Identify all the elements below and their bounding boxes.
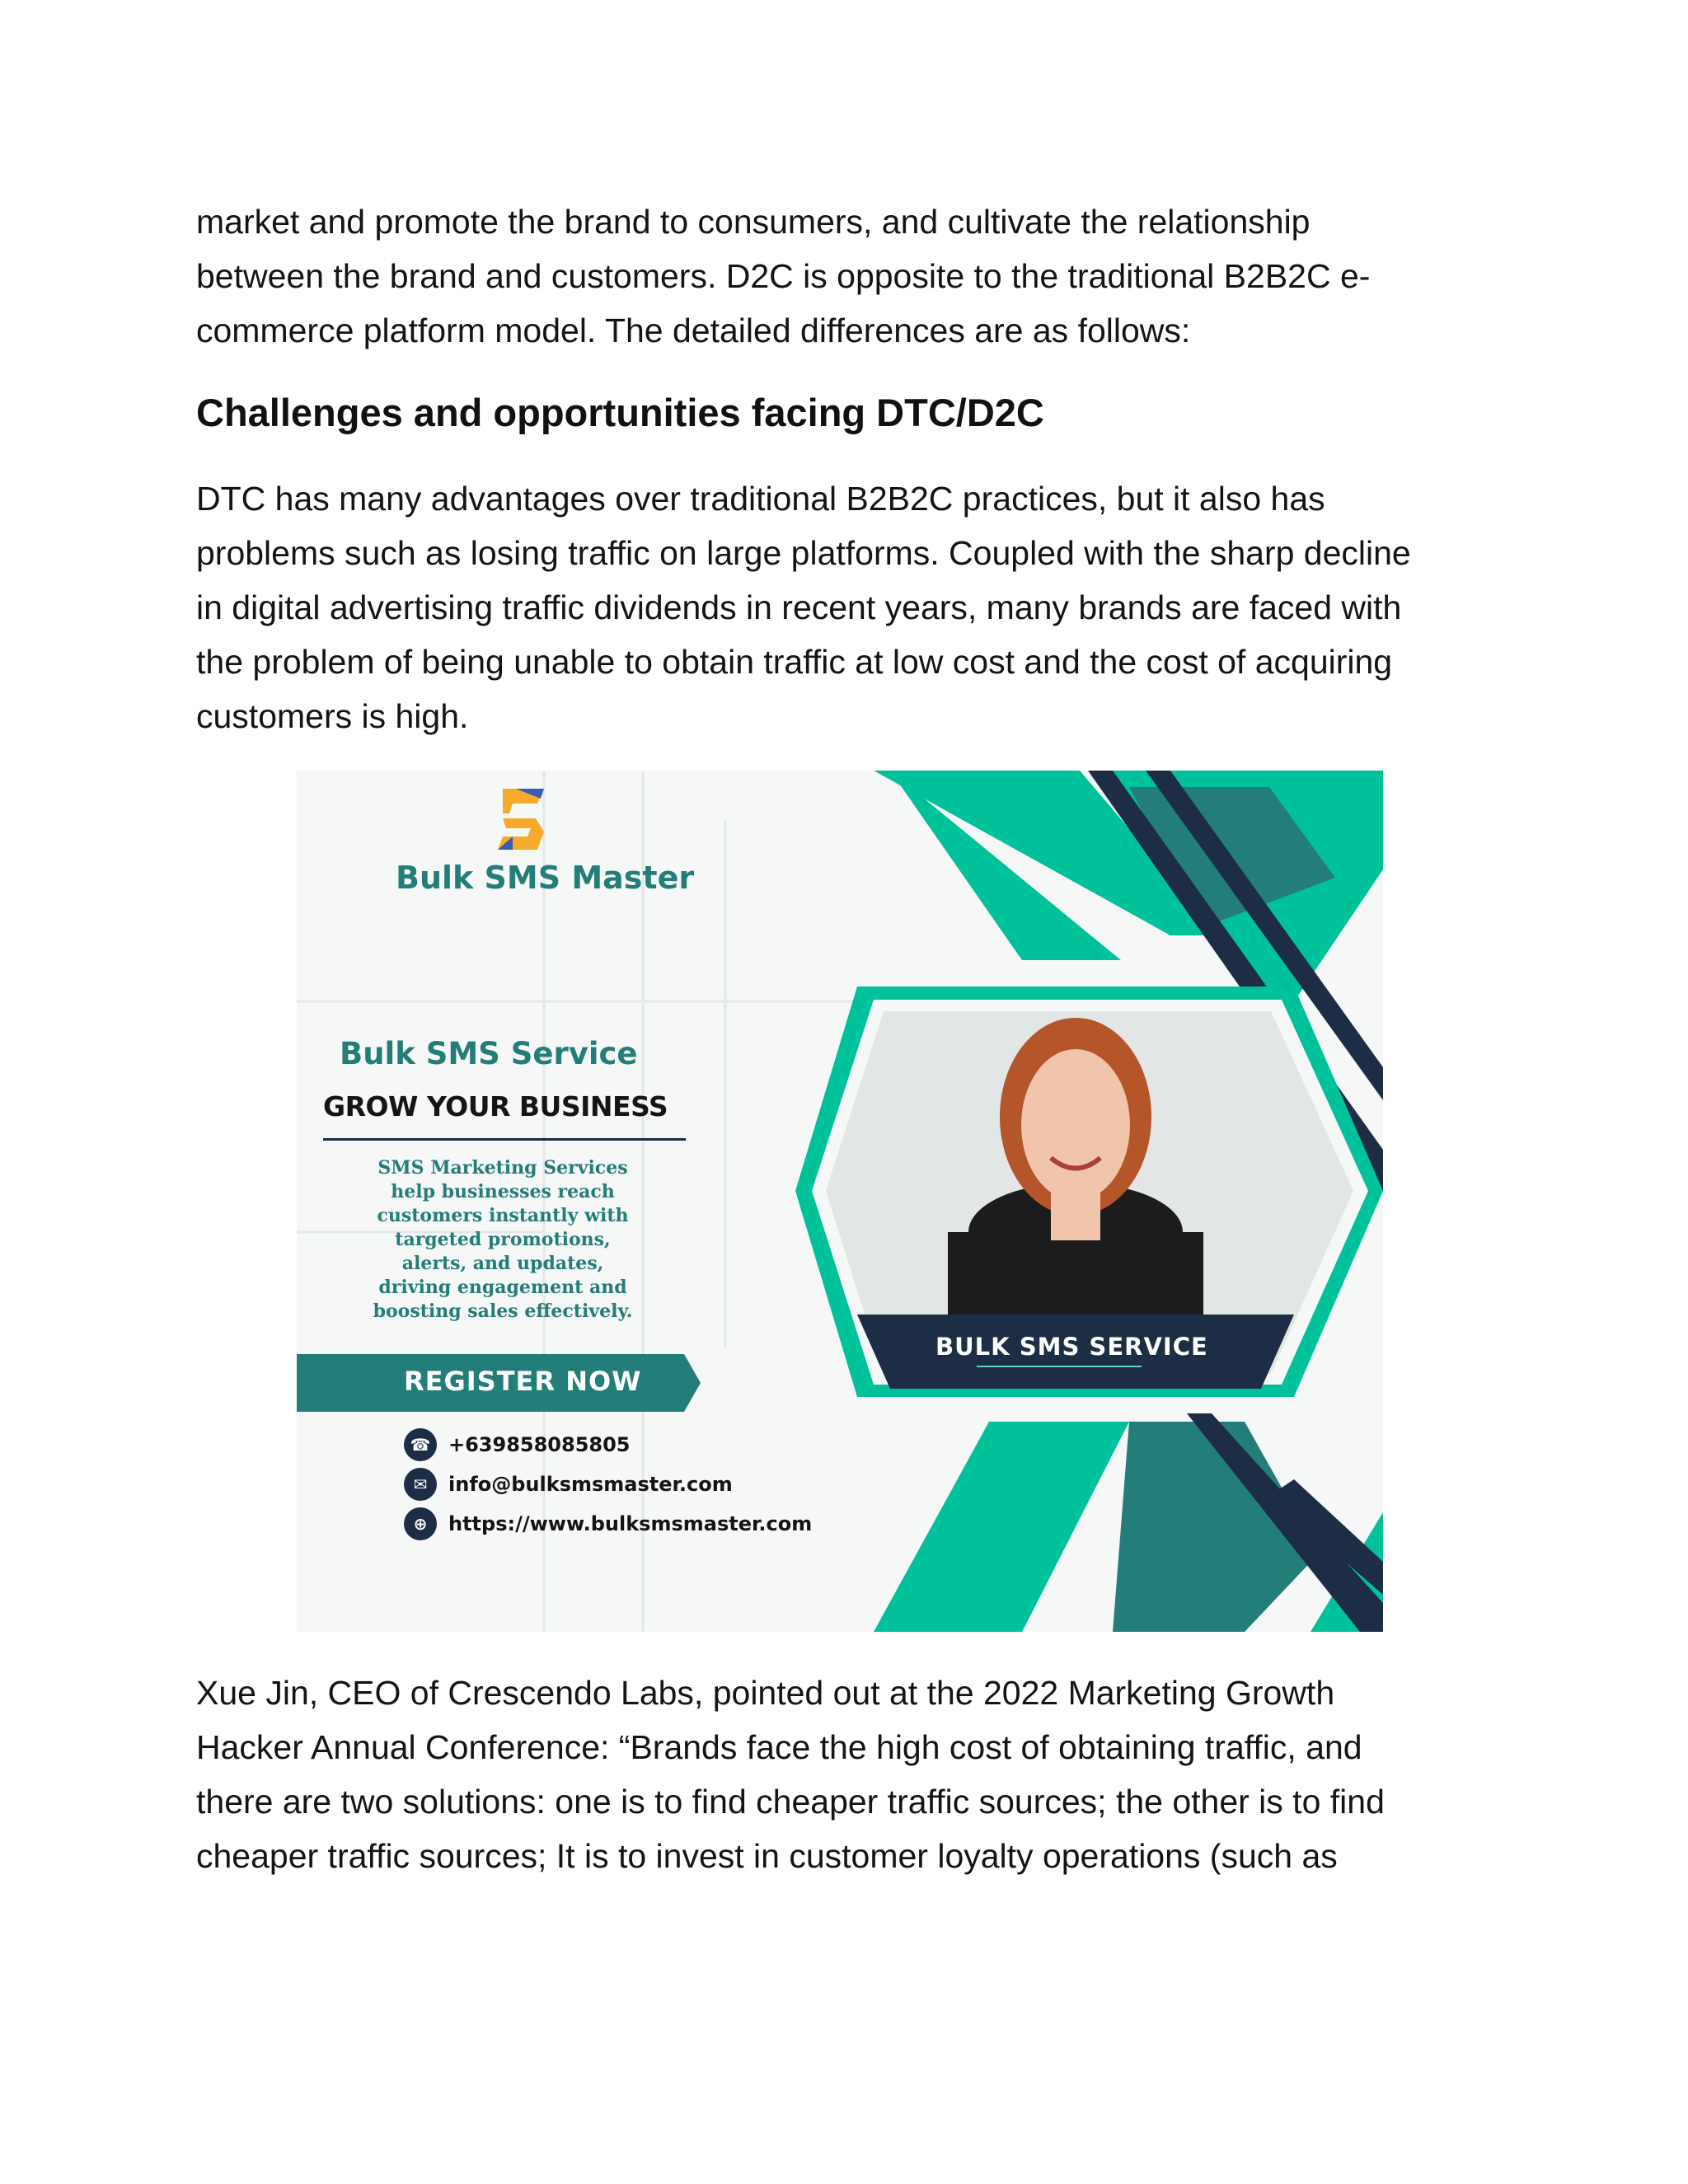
text-line: there are two solutions: one is to find cheaper traffic sources; the other is to find: [196, 1783, 1385, 1821]
phone-icon: ☎: [404, 1428, 437, 1461]
description-line: targeted promotions,: [395, 1229, 611, 1250]
mail-icon: ✉: [404, 1468, 437, 1501]
description-line: driving engagement and: [378, 1277, 627, 1298]
text-line: in digital advertising traffic dividends in recent years, many brands are faced with: [196, 588, 1402, 626]
text-line: Xue Jin, CEO of Crescendo Labs, pointed out at the 2022 Marketing Growth: [196, 1674, 1335, 1712]
text-line: cheaper traffic sources; It is to invest in customer loyalty operations (such as: [196, 1837, 1338, 1875]
text-line: customers is high.: [196, 697, 469, 735]
caption-underline: [977, 1366, 1142, 1367]
headline-divider: [323, 1138, 686, 1141]
text-line: between the brand and customers. D2C is opposite to the traditional B2B2C e-: [196, 257, 1371, 295]
photo-caption: BULK SMS SERVICE: [935, 1333, 1208, 1361]
service-title: Bulk SMS Service: [340, 1036, 638, 1071]
description-line: alerts, and updates,: [401, 1253, 604, 1274]
headline: GROW YOUR BUSINESS: [323, 1090, 668, 1122]
text-line: DTC has many advantages over traditional B2B2C practices, but it also has: [196, 480, 1325, 518]
ad-banner-image: [297, 771, 1383, 1632]
website-url: https://www.bulksmsmaster.com: [448, 1512, 813, 1535]
description-line: customers instantly with: [377, 1205, 629, 1226]
description-line: boosting sales effectively.: [373, 1301, 633, 1322]
banner-description: [338, 1156, 668, 1324]
text-line: market and promote the brand to consumers, and cultivate the relationship: [196, 203, 1311, 241]
text-line: commerce platform model. The detailed differences are as follows:: [196, 312, 1191, 349]
register-now-label: REGISTER NOW: [404, 1366, 642, 1397]
text-line: problems such as losing traffic on large platforms. Coupled with the sharp decline: [196, 534, 1411, 572]
text-line: the problem of being unable to obtain traffic at low cost and the cost of acquiring: [196, 643, 1393, 681]
paragraph-intro: [196, 194, 1498, 358]
paragraph-challenges: [196, 471, 1498, 743]
logo-s-icon: [498, 789, 544, 850]
paragraph-quote: [196, 1666, 1498, 1883]
email-address: info@bulksmsmaster.com: [448, 1473, 733, 1496]
brand-name: Bulk SMS Master: [396, 860, 695, 896]
phone-number: +639858085805: [448, 1433, 631, 1456]
section-heading: Challenges and opportunities facing DTC/D2C: [196, 391, 1044, 434]
text-line: Hacker Annual Conference: “Brands face the high cost of obtaining traffic, and: [196, 1728, 1362, 1766]
description-line: SMS Marketing Services: [377, 1157, 628, 1179]
description-line: help businesses reach: [391, 1181, 615, 1202]
globe-icon: ⊕: [404, 1507, 437, 1540]
